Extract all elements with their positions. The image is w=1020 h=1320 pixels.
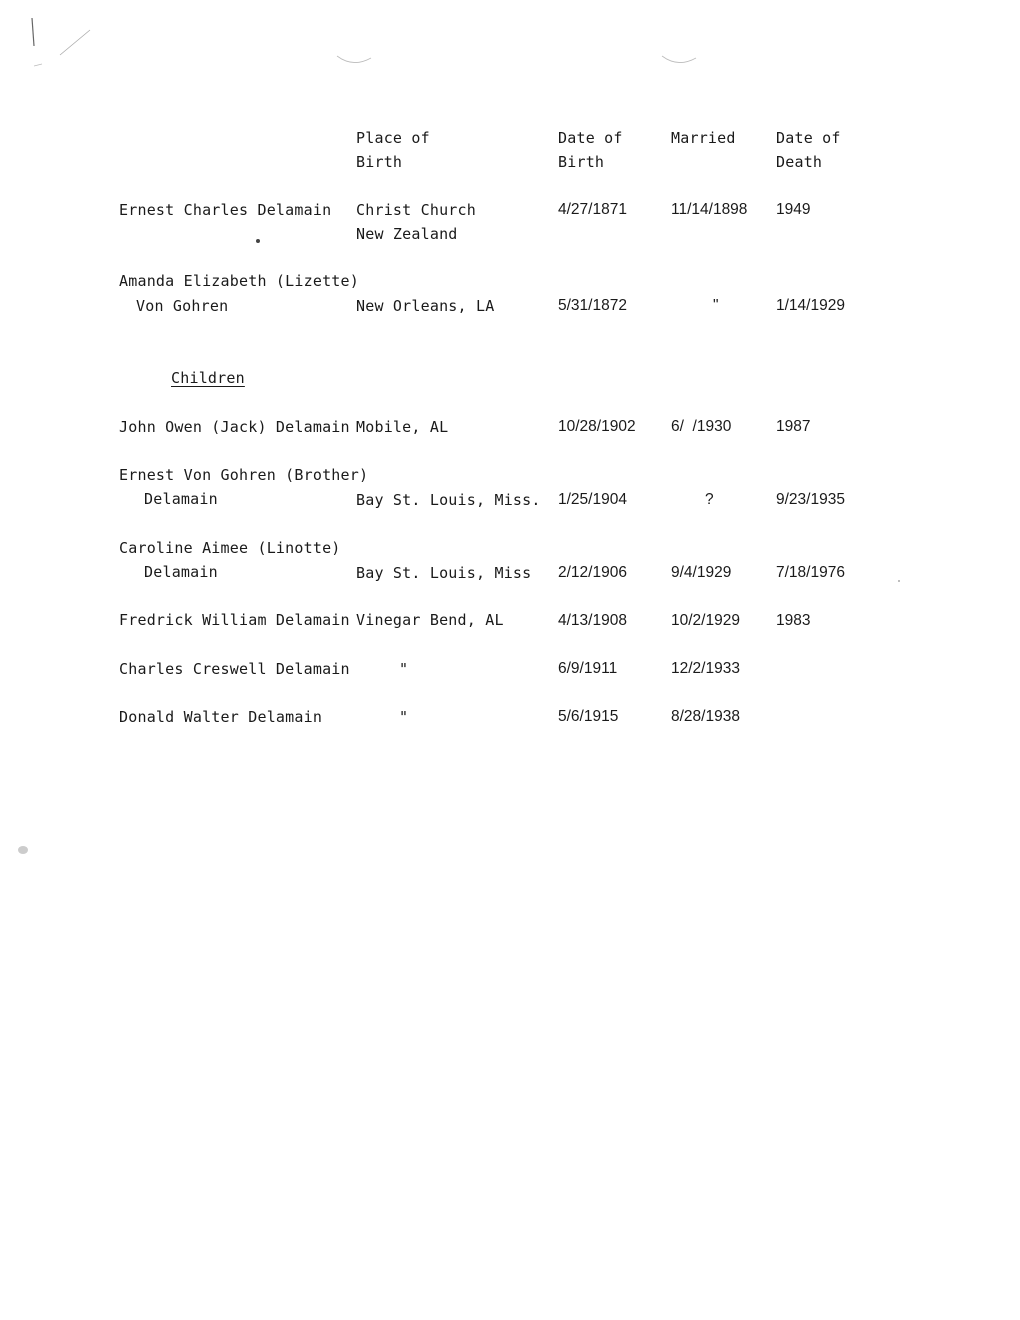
date-of-birth: 6/9/1911 (558, 660, 618, 677)
date-of-death: 1949 (776, 201, 811, 218)
person-name: John Owen (Jack) Delamain (119, 418, 350, 436)
place-of-birth: Mobile, AL (356, 418, 449, 436)
header-date-of-death-line2: Death (776, 153, 823, 171)
date-of-birth: 4/13/1908 (558, 612, 627, 629)
date-of-death: 1/14/1929 (776, 297, 845, 314)
header-date-of-birth-line2: Birth (558, 153, 605, 171)
bullet-dot (256, 239, 260, 243)
person-name-line2: Delamain (144, 563, 218, 581)
scan-speck (18, 846, 28, 854)
date-of-death: 9/23/1935 (776, 491, 845, 508)
date-of-death: 1983 (776, 612, 811, 629)
date-of-death: 1987 (776, 418, 811, 435)
married-date: 12/2/1933 (671, 660, 740, 677)
married-date: 10/2/1929 (671, 612, 740, 629)
married-date: 11/14/1898 (671, 201, 748, 218)
person-name: Caroline Aimee (Linotte) (119, 539, 341, 557)
header-place-of-birth-line1: Place of (356, 129, 430, 147)
scan-arc-left (335, 52, 375, 72)
place-of-birth-line2: New Zealand (356, 225, 458, 243)
header-date-of-birth-line1: Date of (558, 129, 623, 147)
date-of-birth: 5/6/1915 (558, 708, 619, 725)
date-of-birth: 4/27/1871 (558, 201, 627, 218)
header-place-of-birth-line2: Birth (356, 153, 403, 171)
place-of-birth: " (399, 708, 409, 726)
person-name: Amanda Elizabeth (Lizette) (119, 272, 359, 290)
person-name: Ernest Von Gohren (Brother) (119, 466, 369, 484)
person-name: Fredrick William Delamain (119, 611, 350, 629)
person-name: Donald Walter Delamain (119, 708, 323, 726)
person-name-line2: Von Gohren (136, 297, 229, 315)
place-of-birth: Christ Church (356, 201, 476, 219)
header-date-of-death-line1: Date of (776, 129, 841, 147)
date-of-birth: 2/12/1906 (558, 564, 627, 581)
place-of-birth: Bay St. Louis, Miss. (356, 491, 541, 509)
place-of-birth: Bay St. Louis, Miss (356, 564, 532, 582)
scan-mark-top-left (20, 10, 120, 80)
header-married: Married (671, 129, 736, 147)
married-date: 8/28/1938 (671, 708, 740, 725)
scan-speck (898, 580, 900, 582)
person-name-line2: Delamain (144, 490, 218, 508)
place-of-birth: Vinegar Bend, AL (356, 611, 504, 629)
scan-arc-right (660, 52, 700, 72)
married-date: ? (705, 491, 714, 508)
date-of-death: 7/18/1976 (776, 564, 845, 581)
children-heading: Children (171, 369, 245, 387)
person-name: Charles Creswell Delamain (119, 660, 350, 678)
person-name: Ernest Charles Delamain (119, 201, 332, 219)
married-date: " (713, 297, 719, 314)
married-date: 9/4/1929 (671, 564, 732, 581)
date-of-birth: 5/31/1872 (558, 297, 627, 314)
date-of-birth: 1/25/1904 (558, 491, 627, 508)
place-of-birth: New Orleans, LA (356, 297, 495, 315)
date-of-birth: 10/28/1902 (558, 418, 636, 435)
place-of-birth: " (399, 660, 409, 678)
married-date: 6/ /1930 (671, 418, 732, 435)
